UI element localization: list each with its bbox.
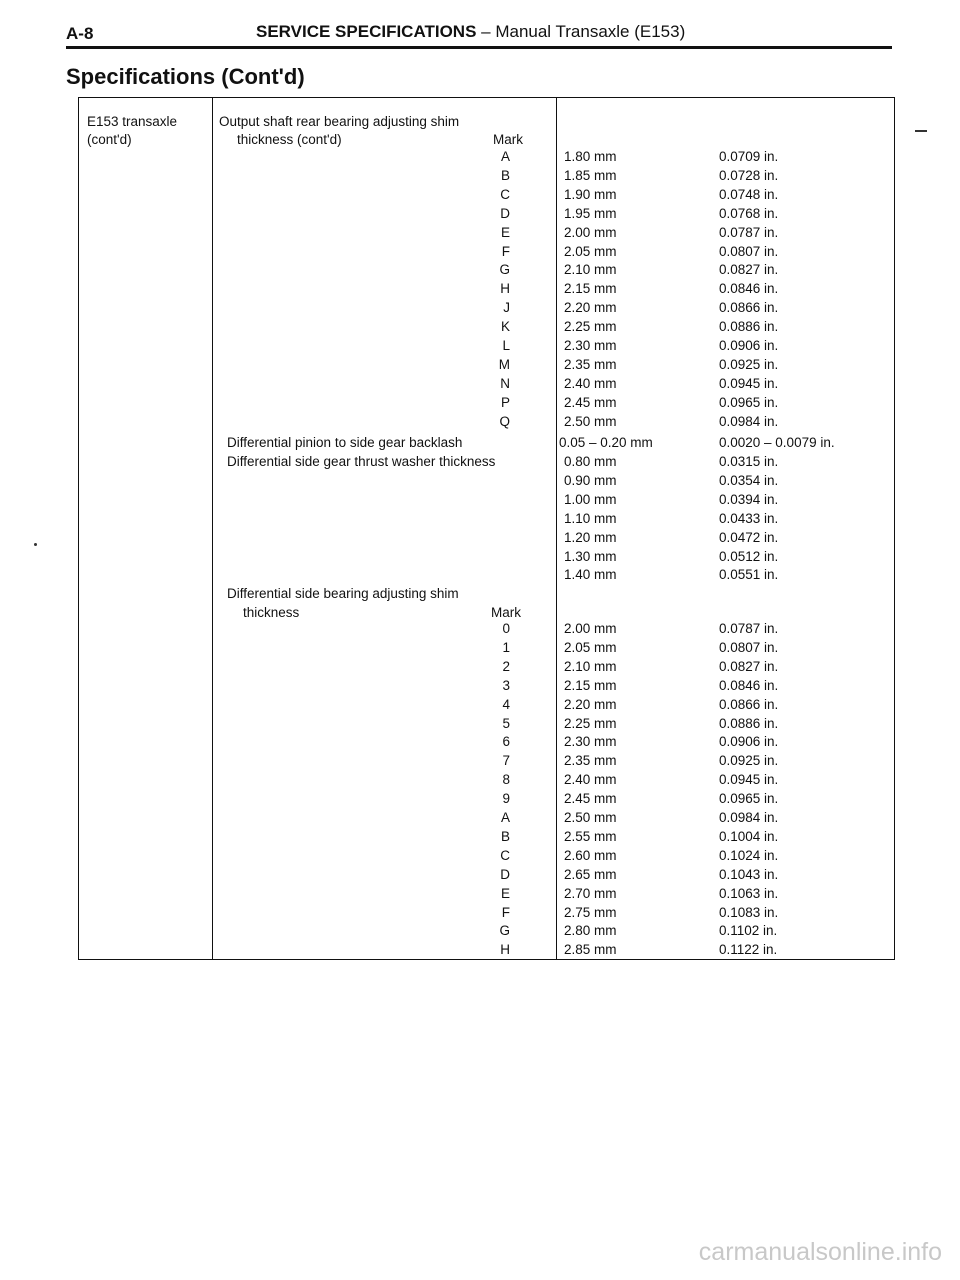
thrust-washer-row-mm: 0.80 mm [564,454,617,469]
output-shim-row-inch: 0.0925 in. [719,356,779,372]
output-shim-row-inch: 0.0709 in. [719,149,779,164]
side-shim-row-inch: 0.1102 in. [719,923,778,939]
thrust-washer-row-mm: 0.90 mm [564,472,617,488]
category-line1: E153 transaxle [87,114,178,129]
category-line2: (cont'd) [87,132,132,147]
column-divider-2 [556,98,557,959]
side-shim-row-mark: F [501,904,510,920]
thrust-washer-row-inch: 0.0394 in. [719,491,779,507]
side-shim-row-mark: D [500,866,510,882]
output-shim-row-inch: 0.0984 in. [719,413,779,429]
output-shim-row-inch: 0.0728 in. [719,167,779,183]
output-shim-row-mm: 2.45 mm [564,394,617,410]
thrust-washer-row-mm: 1.20 mm [564,529,617,545]
output-shim-row-inch: 0.0748 in. [719,186,779,202]
output-shim-row-inch: 0.0866 in. [719,300,779,316]
output-shim-row-inch: 0.0827 in. [719,262,779,278]
side-shim-row-mark: H [500,942,510,958]
side-shim-row-mm: 2.45 mm [564,791,617,807]
output-shim-row-inch: 0.0945 in. [719,375,779,391]
output-shim-row-mm: 2.15 mm [564,281,617,297]
thrust-washer-row-inch: 0.0551 in. [719,567,779,583]
output-shim-row-mark: J [503,300,510,316]
output-shim-row-mark: B [500,167,510,183]
side-shim-row-inch: 0.1063 in. [719,885,779,901]
output-shim-row-mm: 1.80 mm [564,149,617,164]
side-shim-row-inch: 0.0925 in. [719,753,779,769]
output-shim-label-line1: Output shaft rear bearing adjusting shim [219,114,460,129]
output-shim-row-mm: 1.95 mm [564,205,617,221]
output-shim-row-mark: H [500,281,510,297]
side-shim-row-mark: A [500,810,510,825]
column-divider-1 [212,98,213,959]
backlash-mm: 0.05 – 0.20 mm [559,435,653,450]
watermark: carmanualsonline.info [698,1238,942,1266]
output-shim-row-mm: 2.40 mm [564,375,617,391]
output-shim-row-mm: 1.90 mm [564,186,617,202]
thrust-washer-label: Differential side gear thrust washer thickness [227,454,496,469]
side-shim-row-inch: 0.0906 in. [719,734,779,750]
side-shim-label-line2: thickness [243,605,300,620]
side-shim-row-mark: E [500,885,510,901]
side-shim-row-mark: 0 [502,621,510,636]
side-shim-row-inch: 0.0827 in. [719,658,779,674]
section-title: Specifications (Cont'd) [66,64,305,89]
header-title-rest: – Manual Transaxle (E153) [476,22,686,41]
output-shim-row-mark: K [500,319,510,335]
output-shim-row-mark: P [500,394,510,410]
thrust-washer-row-mm: 1.40 mm [564,567,617,583]
side-shim-row-inch: 0.1083 in. [719,904,779,920]
output-shim-row-mark: N [500,375,510,391]
output-shim-row-mm: 2.05 mm [564,243,617,259]
thrust-washer-row-mm: 1.00 mm [564,491,617,507]
side-shim-row-inch: 0.0846 in. [719,677,779,693]
scan-mark [915,130,927,132]
output-shim-row-inch: 0.0906 in. [719,338,779,353]
output-shim-row-mark: E [500,224,510,240]
output-shim-row-mark: C [500,186,510,202]
spec-table [78,97,895,960]
side-shim-row-mark: 8 [502,772,510,788]
side-shim-row-mark: 3 [502,677,510,693]
side-shim-row-mark: 4 [502,696,510,712]
side-shim-row-mm: 2.30 mm [564,734,617,750]
thrust-washer-row-mm: 1.30 mm [564,548,617,564]
output-shim-row-mm: 2.25 mm [564,319,617,335]
side-shim-label-line1: Differential side bearing adjusting shim [227,586,459,601]
side-shim-row-mm: 2.60 mm [564,847,617,863]
output-shim-row-mark: M [498,356,510,372]
output-shim-mark-header: Mark [493,132,523,147]
output-shim-row-mark: D [500,205,510,221]
side-shim-row-mark: 2 [502,658,510,674]
output-shim-row-mm: 2.30 mm [564,338,617,353]
output-shim-row-mark: A [500,149,510,164]
side-shim-row-mark: C [500,847,510,863]
side-shim-row-inch: 0.0866 in. [719,696,779,712]
side-shim-row-mm: 2.65 mm [564,866,617,882]
side-shim-row-mm: 2.80 mm [564,923,617,939]
output-shim-row-inch: 0.0846 in. [719,281,779,297]
side-shim-row-mark: G [499,923,510,939]
output-shim-row-mark: F [501,243,510,259]
header-title-bold: SERVICE SPECIFICATIONS [256,22,477,41]
side-shim-row-mm: 2.05 mm [564,639,617,655]
side-shim-row-inch: 0.1024 in. [719,847,779,863]
header-title [256,22,685,42]
output-shim-row-mm: 2.10 mm [564,262,617,278]
backlash-label: Differential pinion to side gear backlash [227,435,463,450]
side-shim-row-inch: 0.1004 in. [719,828,779,844]
side-shim-row-inch: 0.1043 in. [719,866,779,882]
output-shim-row-mm: 2.00 mm [564,224,617,240]
side-shim-row-inch: 0.0945 in. [719,772,779,788]
side-shim-row-inch: 0.0984 in. [719,810,779,825]
output-shim-label-line2: thickness (cont'd) [237,132,342,147]
thrust-washer-row-inch: 0.0354 in. [719,472,779,488]
page-number: A-8 [66,24,94,43]
side-shim-row-mark: B [500,828,510,844]
output-shim-row-mm: 2.20 mm [564,300,617,316]
side-shim-row-mm: 2.50 mm [564,810,617,825]
side-shim-row-mm: 2.25 mm [564,715,617,731]
side-shim-row-inch: 0.0965 in. [719,791,779,807]
output-shim-row-mm: 1.85 mm [564,167,617,183]
thrust-washer-row-mm: 1.10 mm [564,510,617,526]
side-shim-row-inch: 0.0807 in. [719,639,779,655]
side-shim-row-mm: 2.85 mm [564,942,617,958]
scan-dot [34,543,37,546]
side-shim-row-mm: 2.10 mm [564,658,617,674]
output-shim-row-mark: L [502,338,510,353]
thrust-washer-row-inch: 0.0472 in. [719,529,779,545]
side-shim-row-inch: 0.0886 in. [719,715,779,731]
thrust-washer-row-inch: 0.0512 in. [719,548,779,564]
output-shim-row-inch: 0.0965 in. [719,394,779,410]
side-shim-row-inch: 0.0787 in. [719,621,779,636]
output-shim-row-mark: G [499,262,510,278]
side-shim-row-mm: 2.70 mm [564,885,617,901]
side-shim-row-mark: 7 [502,753,510,769]
side-shim-row-mm: 2.00 mm [564,621,617,636]
side-shim-row-mark: 9 [502,791,510,807]
output-shim-row-inch: 0.0787 in. [719,224,779,240]
page-header [66,20,892,49]
side-shim-row-mm: 2.75 mm [564,904,617,920]
side-shim-row-mm: 2.40 mm [564,772,617,788]
output-shim-row-mm: 2.50 mm [564,413,617,429]
side-shim-row-mm: 2.35 mm [564,753,617,769]
side-shim-row-mm: 2.15 mm [564,677,617,693]
thrust-washer-row-inch: 0.0315 in. [719,454,779,469]
output-shim-row-mark: Q [499,413,510,429]
output-shim-row-inch: 0.0768 in. [719,205,779,221]
side-shim-row-mark: 1 [502,639,510,655]
output-shim-row-inch: 0.0807 in. [719,243,779,259]
side-shim-row-mark: 5 [502,715,510,731]
output-shim-row-mm: 2.35 mm [564,356,617,372]
backlash-inch: 0.0020 – 0.0079 in. [719,435,835,450]
side-shim-row-inch: 0.1122 in. [719,942,778,958]
side-shim-mark-header: Mark [491,605,521,620]
thrust-washer-row-inch: 0.0433 in. [719,510,779,526]
side-shim-row-mm: 2.55 mm [564,828,617,844]
side-shim-row-mark: 6 [502,734,510,750]
side-shim-row-mm: 2.20 mm [564,696,617,712]
output-shim-row-inch: 0.0886 in. [719,319,779,335]
